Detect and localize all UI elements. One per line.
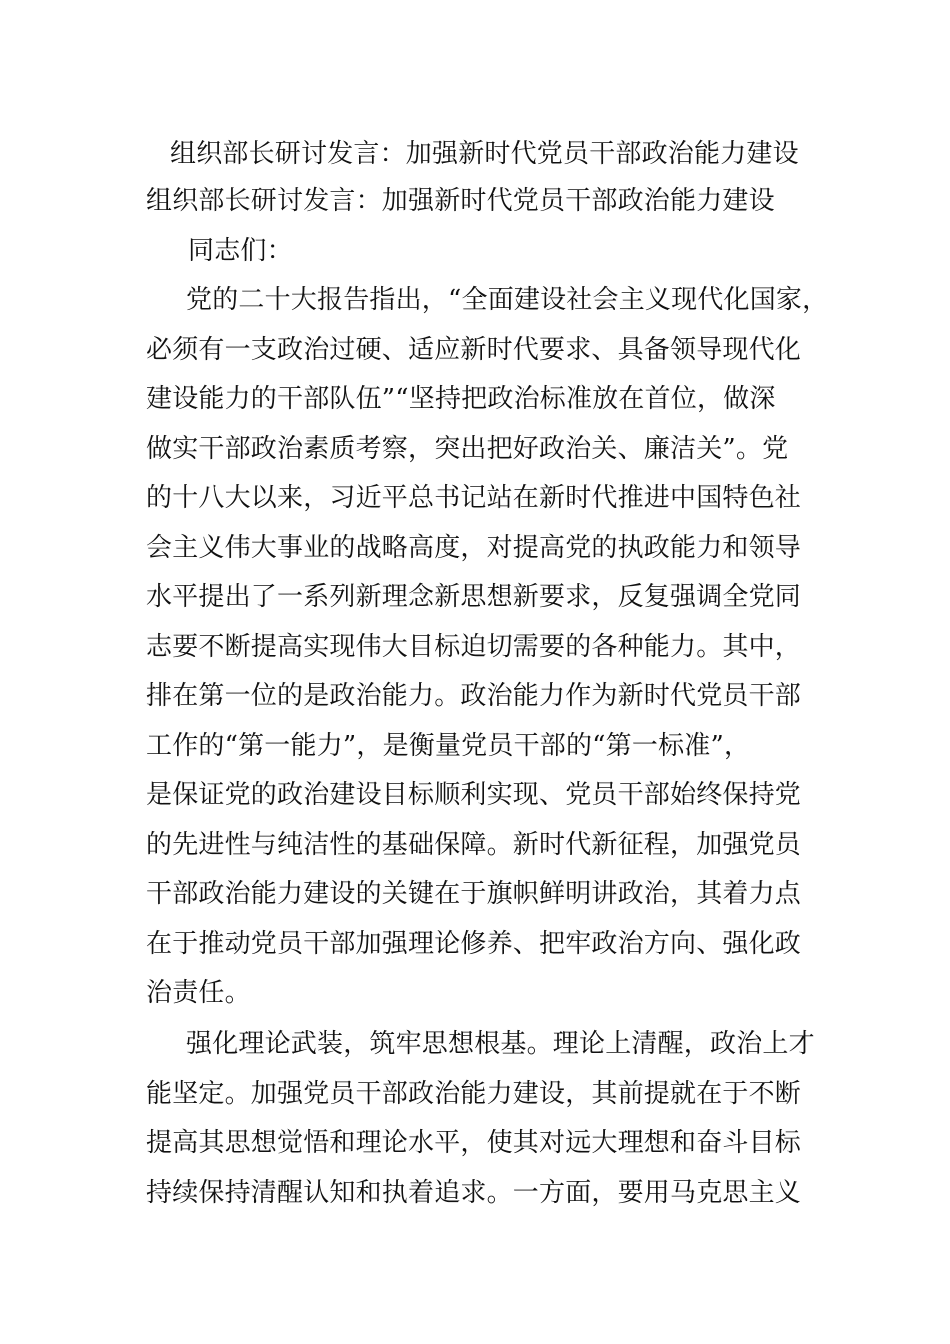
header-title: 组织部长研讨发言：加强新时代党员干部政治能力建设 xyxy=(170,139,799,169)
paragraph-line: 强化理论武装，筑牢思想根基。理论上清醒，政治上才 xyxy=(186,1029,815,1059)
paragraph-line: 建设能力的干部队伍”“坚持把政治标准放在首位，做深 xyxy=(146,384,776,414)
paragraph-line: 在于推动党员干部加强理论修养、把牢政治方向、强化政 xyxy=(146,929,802,959)
paragraph-line: 必须有一支政治过硬、适应新时代要求、具备领导现代化 xyxy=(146,335,802,365)
paragraph-line: 能坚定。加强党员干部政治能力建设，其前提就在于不断 xyxy=(146,1079,802,1109)
paragraph-line: 会主义伟大事业的战略高度，对提高党的执政能力和领导 xyxy=(146,533,802,563)
paragraph-line: 志要不断提高实现伟大目标迫切需要的各种能力。其中， xyxy=(146,632,802,662)
paragraph-line: 做实干部政治素质考察，突出把好政治关、廉洁关”。党 xyxy=(146,434,789,464)
paragraph-line: 干部政治能力建设的关键在于旗帜鲜明讲政治，其着力点 xyxy=(146,879,802,909)
paragraph-line: 治责任。 xyxy=(146,978,251,1008)
paragraph-line: 排在第一位的是政治能力。政治能力作为新时代党员干部 xyxy=(146,681,802,711)
paragraph-line: 提高其思想觉悟和理论水平，使其对远大理想和奋斗目标 xyxy=(146,1128,802,1158)
paragraph-line: 是保证党的政治建设目标顺利实现、党员干部始终保持党 xyxy=(146,780,802,810)
paragraph-line: 的十八大以来，习近平总书记站在新时代推进中国特色社 xyxy=(146,483,802,513)
paragraph-line: 工作的“第一能力”，是衡量党员干部的“第一标准”， xyxy=(146,731,751,761)
paragraph-line: 党的二十大报告指出，“全面建设社会主义现代化国家， xyxy=(186,285,829,315)
paragraph-line: 水平提出了一系列新理念新思想新要求，反复强调全党同 xyxy=(146,582,802,612)
document-title: 组织部长研讨发言：加强新时代党员干部政治能力建设 xyxy=(146,186,775,216)
paragraph-line: 持续保持清醒认知和执着追求。一方面，要用马克思主义 xyxy=(146,1178,802,1208)
paragraph-line: 的先进性与纯洁性的基础保障。新时代新征程，加强党员 xyxy=(146,830,802,860)
salutation: 同志们： xyxy=(188,236,293,266)
